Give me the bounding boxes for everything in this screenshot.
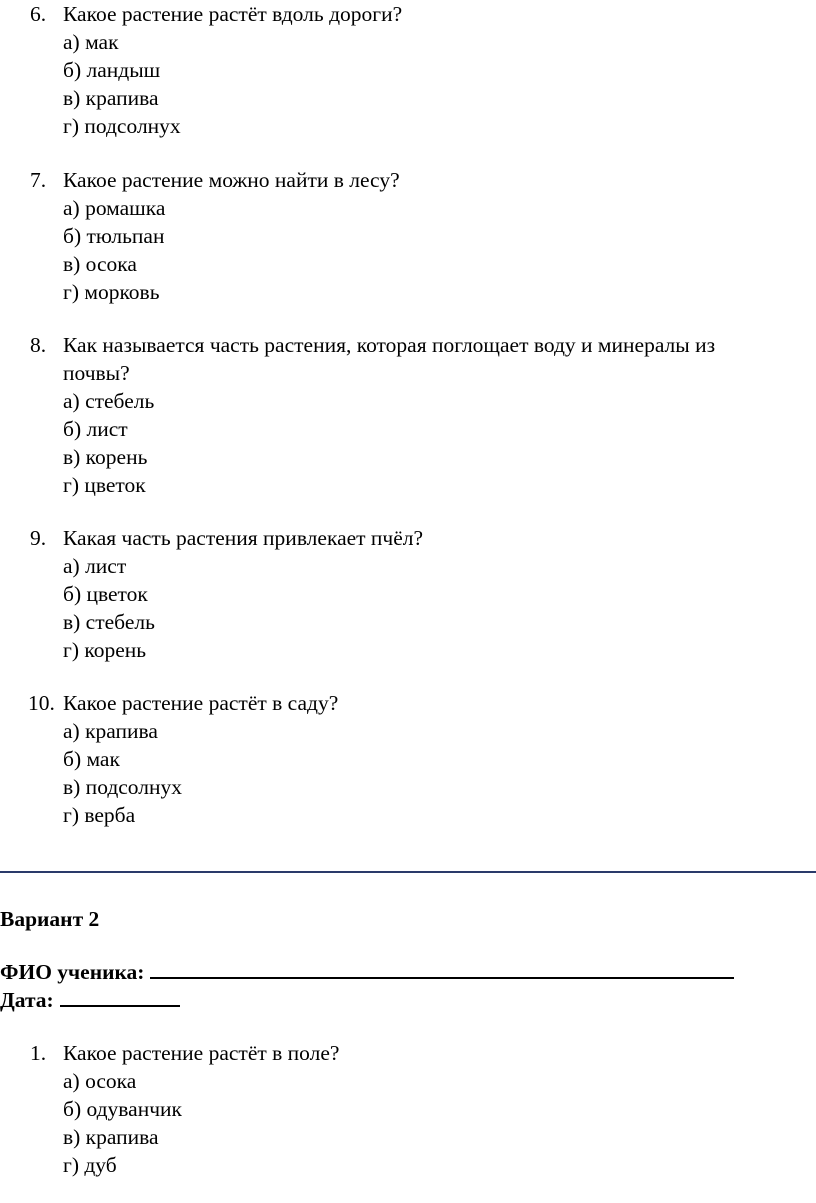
student-name-label: ФИО ученика: xyxy=(0,960,145,984)
answer-option: а) стебель xyxy=(63,389,155,413)
question-7 xyxy=(0,166,816,306)
question-number: 1. xyxy=(30,1041,47,1065)
question-header xyxy=(0,166,816,194)
answer-option: а) ромашка xyxy=(63,196,166,220)
date-label: Дата: xyxy=(0,988,54,1012)
question-text-continuation: почвы? xyxy=(63,361,130,385)
question-6 xyxy=(0,0,816,140)
answer-option: г) подсолнух xyxy=(63,114,181,138)
question-8 xyxy=(0,331,816,499)
answer-option: г) корень xyxy=(63,638,147,662)
question-text: Какая часть растения привлекает пчёл? xyxy=(63,526,424,550)
question-10 xyxy=(0,689,816,829)
answer-option: в) корень xyxy=(63,445,148,469)
answer-option: б) ландыш xyxy=(63,58,161,82)
date-field xyxy=(0,986,180,1014)
answer-option: а) крапива xyxy=(63,719,158,743)
variant-title: Вариант 2 xyxy=(0,907,100,931)
student-name-field xyxy=(0,958,734,986)
question-number: 7. xyxy=(30,168,47,192)
answer-option: в) крапива xyxy=(63,1125,159,1149)
question-text: Как называется часть растения, которая поглощает воду и минералы из xyxy=(63,333,716,357)
student-name-blank[interactable] xyxy=(150,959,734,979)
section-divider xyxy=(0,871,816,873)
answer-option: в) стебель xyxy=(63,610,155,634)
answer-option: б) одуванчик xyxy=(63,1097,182,1121)
answer-option: г) верба xyxy=(63,803,136,827)
answer-option: г) морковь xyxy=(63,280,160,304)
answer-option: г) дуб xyxy=(63,1153,117,1177)
question-number: 10. xyxy=(28,691,55,715)
answer-option: б) лист xyxy=(63,417,128,441)
answer-option: б) тюльпан xyxy=(63,224,165,248)
question-header xyxy=(0,524,816,552)
answer-option: а) мак xyxy=(63,30,119,54)
question-header xyxy=(0,689,816,717)
question-header xyxy=(0,331,816,359)
question-header xyxy=(0,1039,816,1067)
answer-option: а) осока xyxy=(63,1069,137,1093)
answer-option: в) крапива xyxy=(63,86,159,110)
answer-option: в) подсолнух xyxy=(63,775,183,799)
answer-option: б) мак xyxy=(63,747,120,771)
answer-option: г) цветок xyxy=(63,473,146,497)
question-number: 8. xyxy=(30,333,47,357)
variant2-question-1 xyxy=(0,1039,816,1179)
question-number: 9. xyxy=(30,526,47,550)
question-text: Какое растение можно найти в лесу? xyxy=(63,168,400,192)
question-header xyxy=(0,0,816,28)
answer-option: б) цветок xyxy=(63,582,148,606)
question-text: Какое растение растёт в поле? xyxy=(63,1041,340,1065)
answer-option: а) лист xyxy=(63,554,127,578)
question-text: Какое растение растёт вдоль дороги? xyxy=(63,2,403,26)
date-blank[interactable] xyxy=(60,987,180,1007)
question-text: Какое растение растёт в саду? xyxy=(63,691,339,715)
question-number: 6. xyxy=(30,2,47,26)
question-9 xyxy=(0,524,816,664)
answer-option: в) осока xyxy=(63,252,137,276)
